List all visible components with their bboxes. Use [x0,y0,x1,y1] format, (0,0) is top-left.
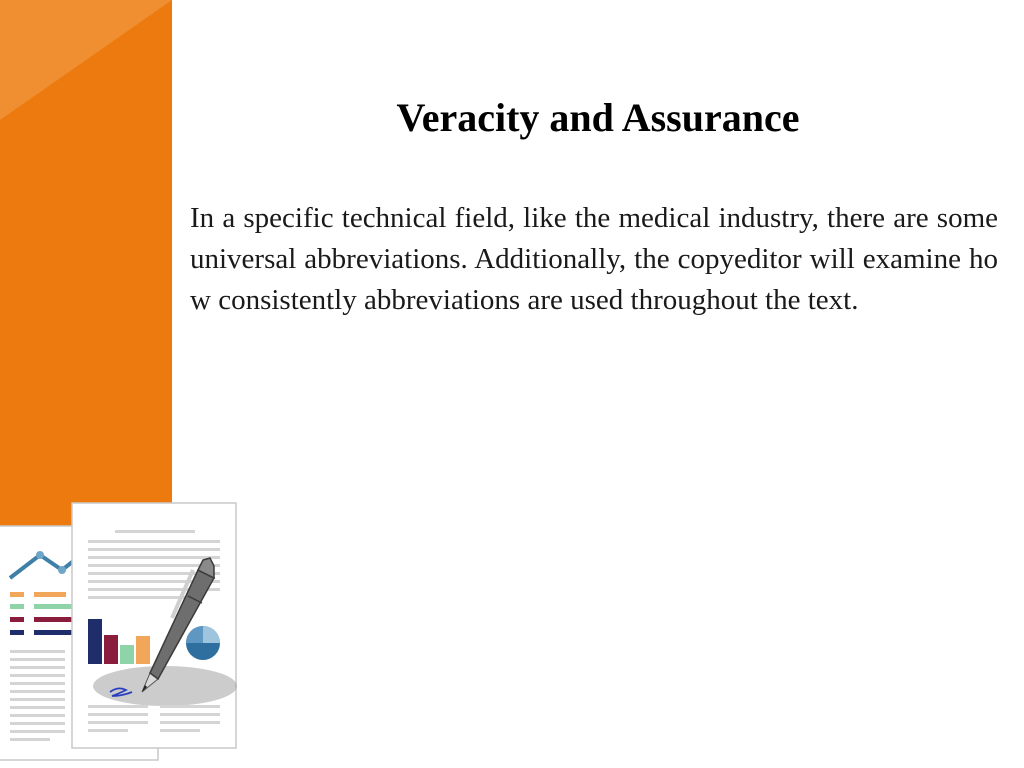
orange-side-bar [0,0,172,540]
front-document [72,503,237,748]
slide-body-text: In a specific technical field, like the medical industry, there are some universal abbreviations. Additionally, the copyeditor will examine how consistently abbreviations are used throughout the text. [190,202,998,316]
slide-title: Veracity and Assurance [396,95,800,140]
bar-highlight [0,0,172,130]
documents-with-pen-icon [0,500,245,768]
